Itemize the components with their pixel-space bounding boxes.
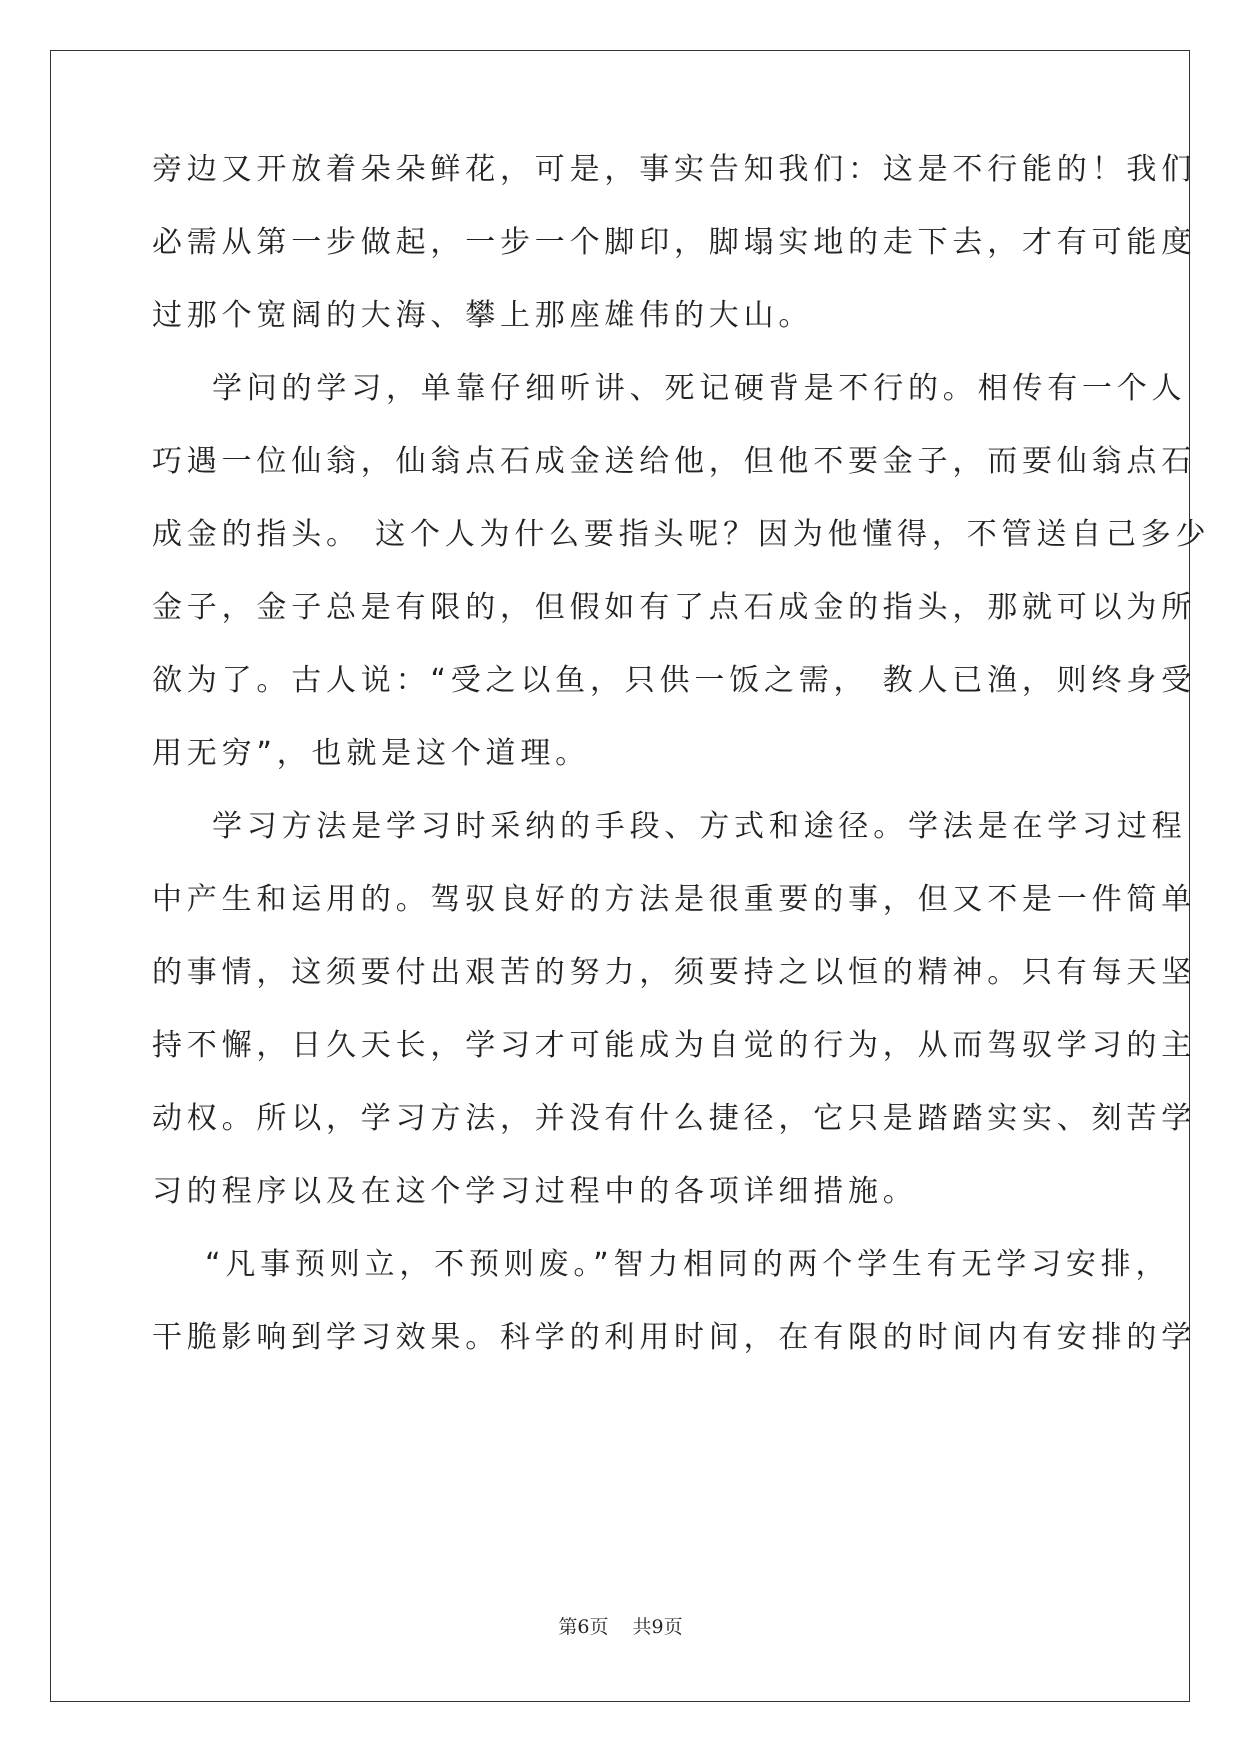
- paragraph-2-line-6: 用无穷”，也就是这个道理。: [152, 736, 590, 771]
- paragraph-1-line-2: 必需从第一步做起，一步一个脚印，脚塌实地的走下去，才有可能度: [152, 225, 1196, 260]
- paragraph-2-line-3: 成金的指头。 这个人为什么要指头呢？因为他懂得，不管送自己多少: [152, 517, 1211, 552]
- paragraph-1-line-1: 旁边又开放着朵朵鲜花，可是，事实告知我们：这是不行能的！我们: [152, 152, 1196, 187]
- paragraph-2-line-4: 金子，金子总是有限的，但假如有了点石成金的指头，那就可以为所: [152, 590, 1196, 625]
- paragraph-3-line-5: 动权。所以，学习方法，并没有什么捷径，它只是踏踏实实、刻苦学: [152, 1101, 1196, 1136]
- paragraph-2-line-5: 欲为了。古人说：“受之以鱼，只供一饭之需， 教人已渔，则终身受: [152, 663, 1196, 698]
- paragraph-3-line-2: 中产生和运用的。驾驭良好的方法是很重要的事，但又不是一件简单: [152, 882, 1196, 917]
- paragraph-3-line-3: 的事情，这须要付出艰苦的努力，须要持之以恒的精神。只有每天坚: [152, 955, 1196, 990]
- paragraph-1-line-3: 过那个宽阔的大海、攀上那座雄伟的大山。: [152, 298, 814, 333]
- page-footer: [0, 1612, 1241, 1639]
- page-number: 第6页: [558, 1616, 609, 1638]
- paragraph-2-line-1: 学问的学习，单靠仔细听讲、死记硬背是不行的。相传有一个人: [212, 371, 1187, 406]
- paragraph-3-line-1: 学习方法是学习时采纳的手段、方式和途径。学法是在学习过程: [212, 809, 1187, 844]
- paragraph-4-line-2: 干脆影响到学习效果。科学的利用时间，在有限的时间内有安排的学: [152, 1320, 1196, 1355]
- paragraph-3-line-6: 习的程序以及在这个学习过程中的各项详细措施。: [152, 1174, 918, 1209]
- page-total: 共9页: [632, 1616, 683, 1638]
- paragraph-2-line-2: 巧遇一位仙翁，仙翁点石成金送给他，但他不要金子，而要仙翁点石: [152, 444, 1196, 479]
- paragraph-4-line-1: “凡事预则立，不预则废。”智力相同的两个学生有无学习安排，: [205, 1247, 1171, 1282]
- paragraph-3-line-4: 持不懈，日久天长，学习才可能成为自觉的行为，从而驾驭学习的主: [152, 1028, 1196, 1063]
